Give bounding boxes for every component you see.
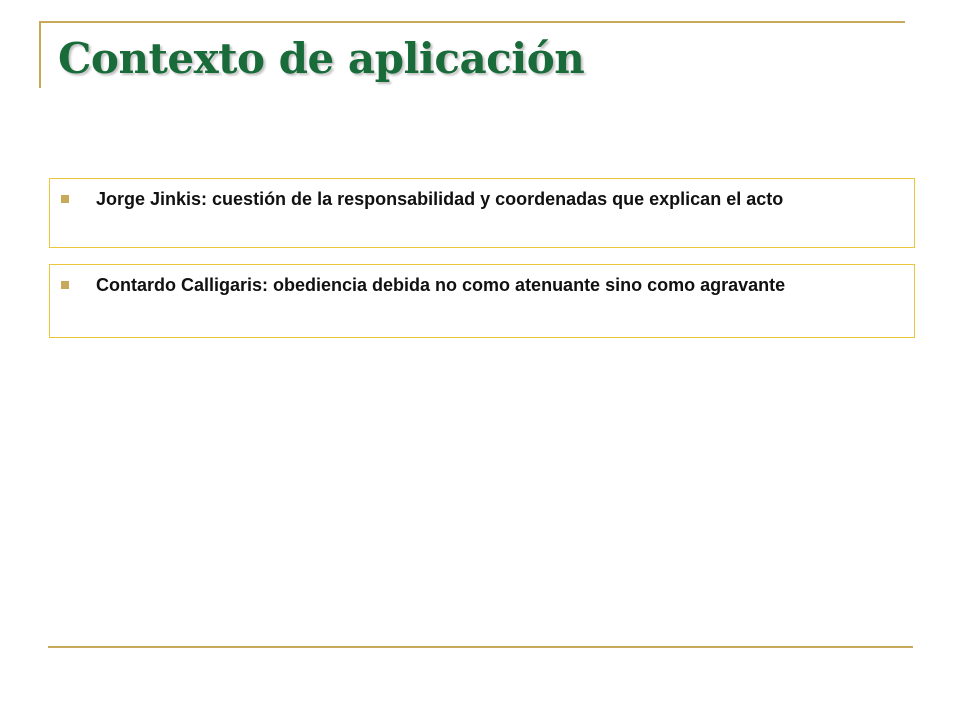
bullet-text: Contardo Calligaris: obediencia debida no como atenuante sino como agravante <box>96 275 786 295</box>
slide-title: Contexto de aplicación <box>58 34 585 83</box>
bottom-rule <box>48 646 913 648</box>
bullet-box <box>49 178 915 248</box>
square-bullet-icon <box>61 281 69 289</box>
bullet-text: Jorge Jinkis: cuestión de la responsabilidad y coordenadas que explican el acto <box>96 189 784 209</box>
square-bullet-icon <box>61 195 69 203</box>
bullet-box <box>49 264 915 338</box>
left-rule <box>39 21 41 88</box>
top-rule <box>40 21 905 23</box>
